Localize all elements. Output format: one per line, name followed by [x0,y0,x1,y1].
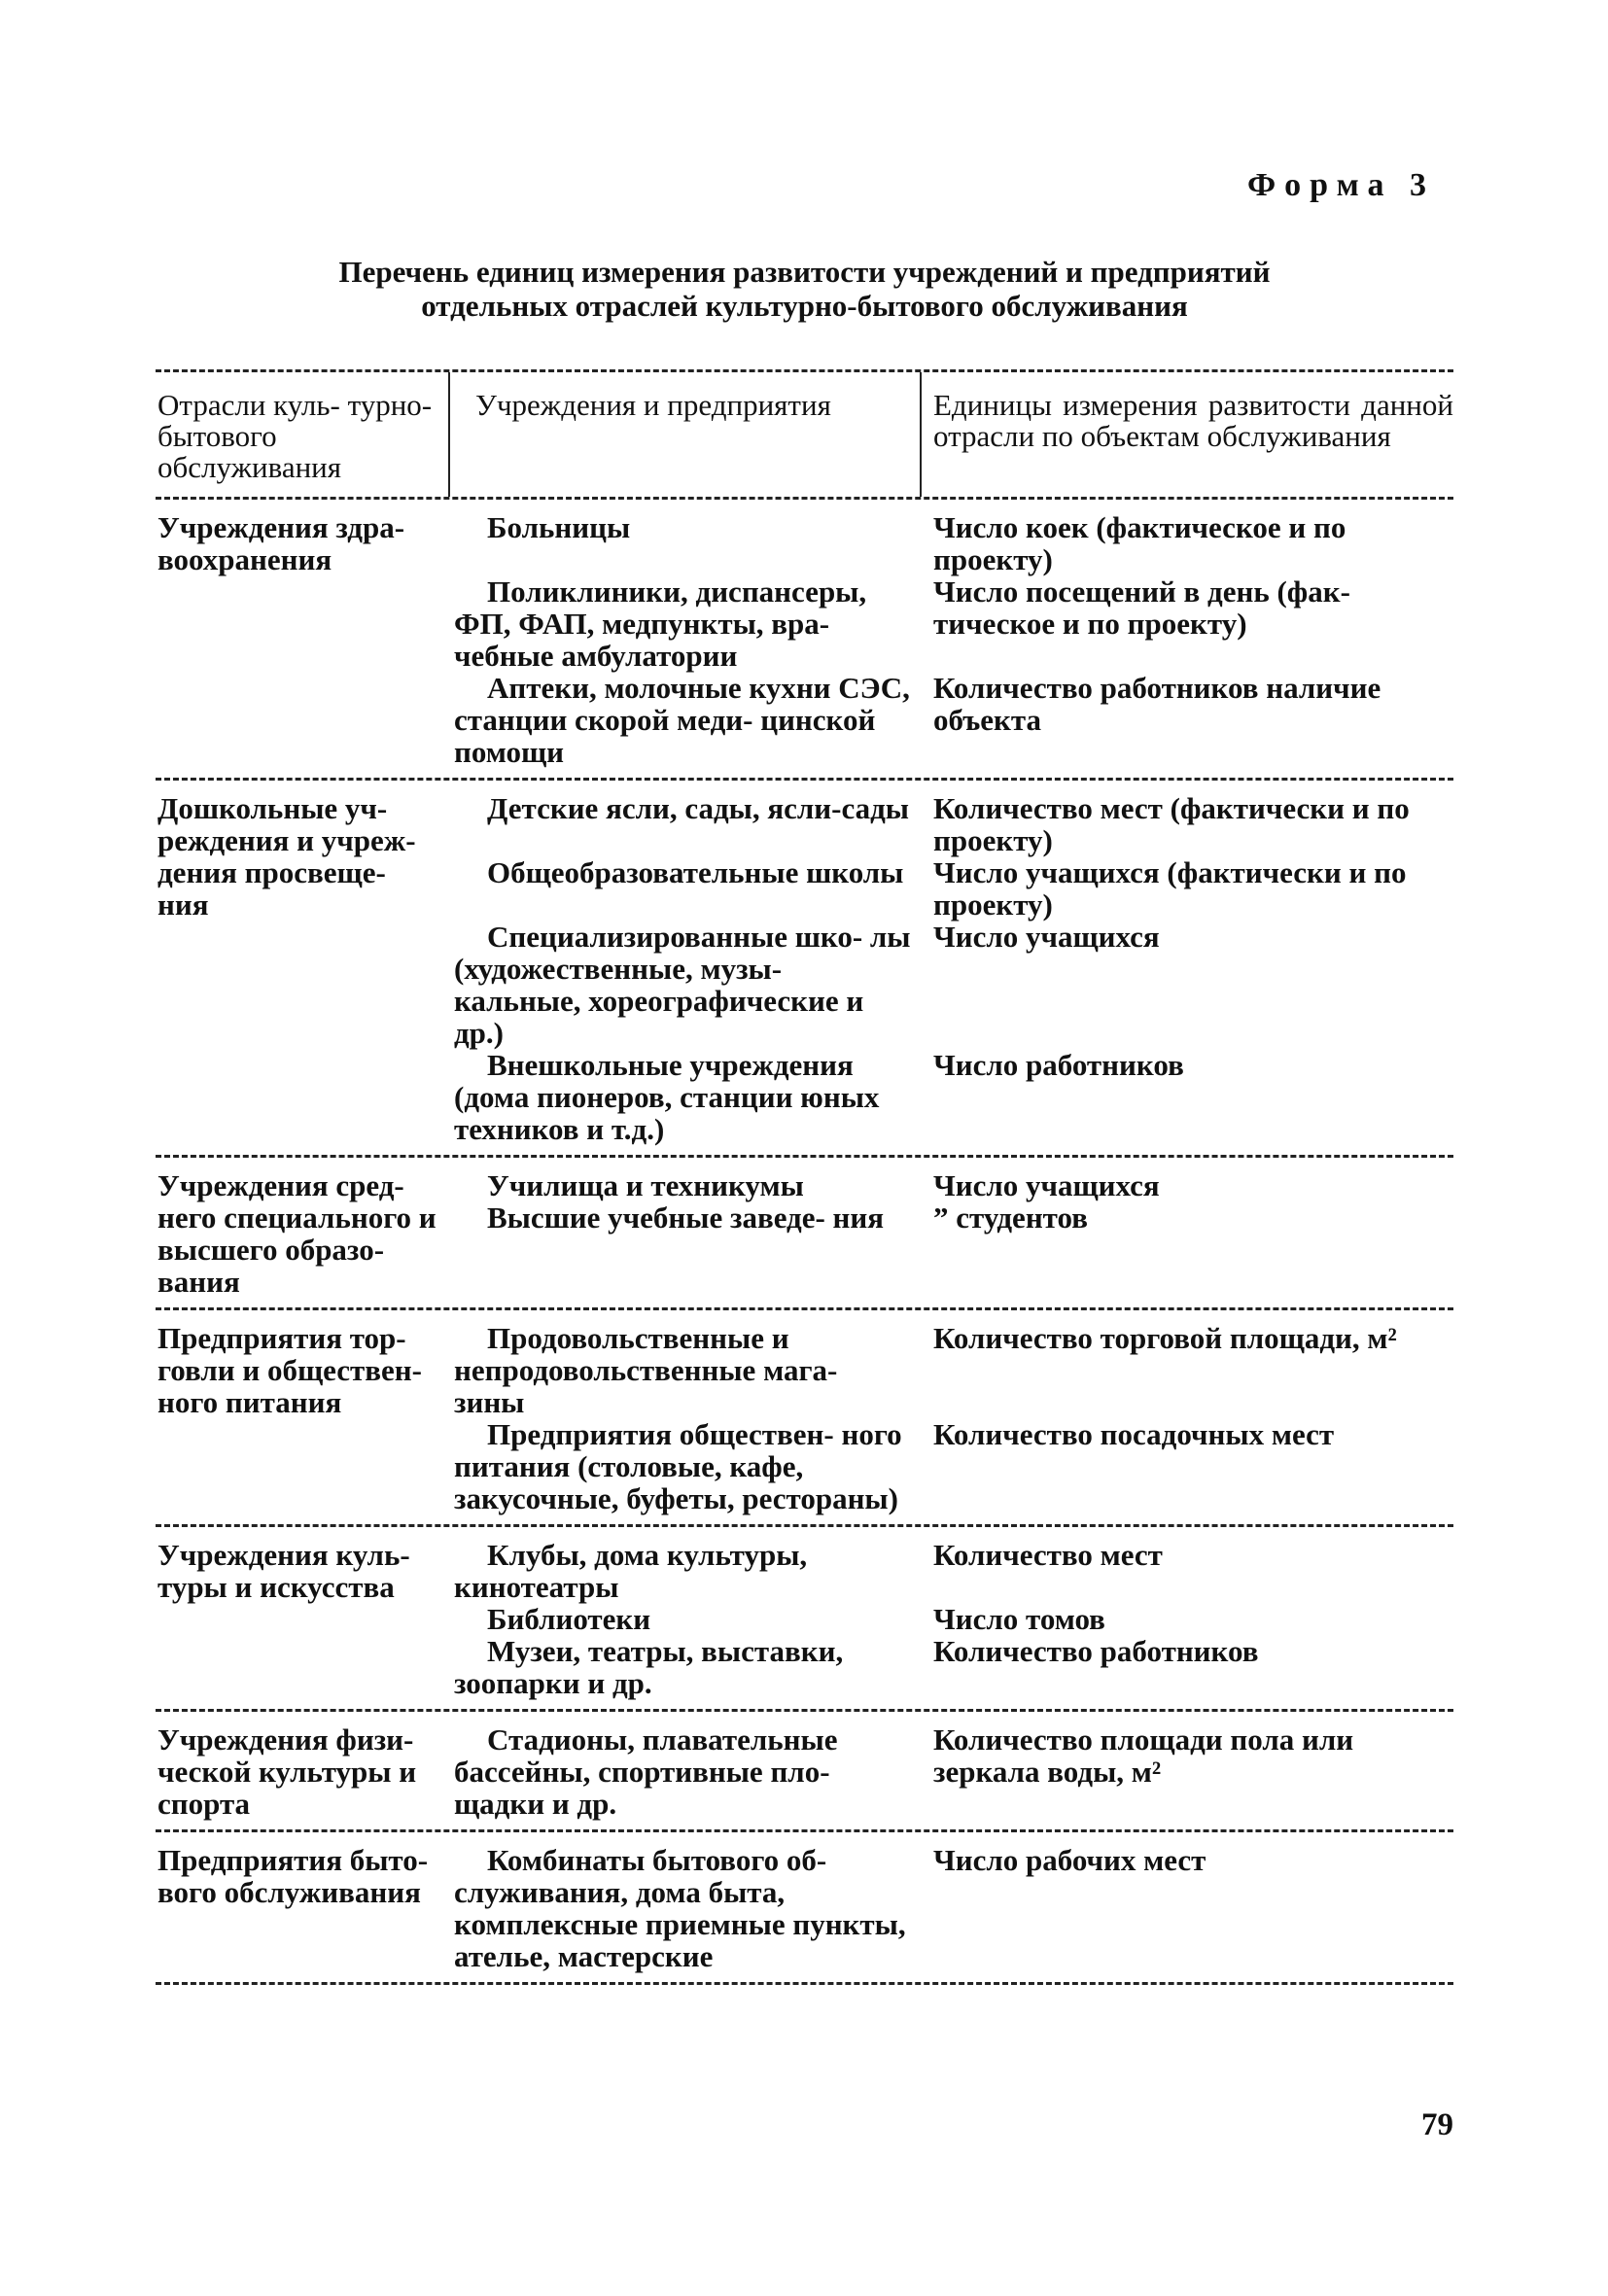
table-row [450,1635,1453,1699]
table-row [450,1539,1453,1603]
unit-cell: Число посещений в день (фак- тическое и по проекту) [933,574,1350,641]
institution-cell [450,921,922,1049]
table-section [156,1712,1453,1829]
table-row [450,672,1453,768]
unit-cell: Число учащихся [933,920,1160,954]
sector-name: Учреждения здра- воохранения [157,510,405,576]
sector-name: Учреждения куль- туры и искусства [157,1538,410,1604]
unit-cell: Количество мест (фактически и по проекту) [933,791,1410,857]
unit-cell: Количество работников наличие объекта [933,671,1381,737]
sector-name: Предприятия быто- вого обслуживания [157,1843,429,1909]
table-section [156,1158,1453,1307]
table-row [450,856,1453,921]
table-row [450,1169,1453,1201]
sector-name: Предприятия тор- говли и обществен- ного питания [157,1321,422,1419]
table-divider [156,1982,1453,1985]
section-items [450,1169,1453,1298]
section-items [450,1539,1453,1699]
institution-cell [450,1322,922,1418]
institution-text: Предприятия обществен- ного питания (столовые, кафе, закусочные, буфеты, рестораны) [454,1417,902,1515]
institution-text: Детские ясли, сады, ясли-сады [487,791,909,825]
table-section [156,1310,1453,1524]
table-section [156,500,1453,778]
table-section [156,1527,1453,1709]
unit-cell: Количество посадочных мест [933,1417,1335,1451]
sector-name: Дошкольные уч- реждения и учреж- дения просвеще- ния [157,791,416,922]
header-institutions: Учреждения и предприятия [450,372,922,497]
institution-cell [450,856,922,921]
institution-text: Училища и техникумы [487,1168,804,1202]
institution-cell [450,1635,922,1699]
section-items [450,1844,1453,1972]
institution-cell [450,511,922,575]
section-items [450,1723,1453,1820]
table-row [450,511,1453,575]
table-row [450,1322,1453,1418]
header-sector: Отрасли куль- турно-бытового обслуживания [156,372,450,497]
institution-text: Аптеки, молочные кухни СЭС, станции скорой меди- цинской помощи [454,671,910,769]
institution-text: Комбинаты бытового об- служивания, дома быта, комплексные приемные пункты, ателье, мастерские [454,1843,906,1973]
section-items [450,792,1453,1145]
institution-text: Музеи, театры, выставки, зоопарки и др. [454,1634,844,1700]
institution-text: Стадионы, плавательные бассейны, спортивные пло- щадки и др. [454,1722,838,1821]
institution-cell [450,1603,922,1635]
institution-text: Специализированные шко- лы (художественные, музы- кальные, хореографические и др.) [454,920,911,1050]
institution-cell [450,1418,922,1514]
table-row [450,1201,1453,1234]
unit-cell: Число учащихся (фактически и по проекту) [933,855,1407,922]
institution-text: Продовольственные и непродовольственные мага- зины [454,1321,838,1419]
unit-cell: Число учащихся [933,1168,1160,1202]
table-row [450,1418,1453,1514]
institution-cell [450,1844,922,1972]
institution-text: Поликлиники, диспансеры, ФП, ФАП, медпункты, вра- чебные амбулатории [454,574,867,673]
institution-cell [450,575,922,672]
unit-cell: Число коек (фактическое и по проекту) [933,510,1346,576]
institution-cell [450,1723,922,1820]
table-section [156,1832,1453,1982]
section-items [450,1322,1453,1514]
section-items [450,511,1453,768]
units-table [156,369,1453,1985]
document-title [156,255,1453,323]
institution-cell [450,1169,922,1201]
unit-cell: Число работников [933,1048,1184,1082]
institution-cell [450,792,922,856]
table-row [450,1723,1453,1820]
table-section [156,781,1453,1155]
unit-cell: Число рабочих мест [933,1843,1206,1877]
table-row [450,921,1453,1049]
institution-cell [450,1539,922,1603]
institution-text: Высшие учебные заведе- ния [487,1200,885,1235]
institution-cell [450,672,922,768]
unit-cell: Количество мест [933,1538,1163,1572]
unit-cell: Число томов [933,1602,1105,1636]
table-row [450,1603,1453,1635]
table-row [450,792,1453,856]
institution-text: Внешкольные учреждения (дома пионеров, станции юных техников и т.д.) [454,1048,880,1146]
table-header [156,372,1453,497]
institution-text: Клубы, дома культуры, кинотеатры [454,1538,808,1604]
unit-cell: Количество торговой площади, м² [933,1321,1397,1355]
header-units: Единицы измерения развитости данной отрасли по объектам обслуживания [933,388,1453,453]
page-number: 79 [1421,2107,1453,2142]
institution-cell [450,1049,922,1145]
table-body [156,500,1453,1985]
form-label: Форма 3 [1246,167,1435,203]
institution-text: Больницы [487,510,631,544]
table-row [450,1844,1453,1972]
sector-name: Учреждения сред- него специального и высшего образо- вания [157,1168,437,1299]
institution-text: Общеобразовательные школы [487,855,904,889]
institution-cell [450,1201,922,1234]
title-line-2: отдельных отраслей культурно-бытового обслуживания [421,289,1188,323]
unit-cell: ” студентов [933,1200,1088,1235]
table-row [450,575,1453,672]
unit-cell: Количество работников [933,1634,1259,1668]
unit-cell: Количество площади пола или зеркала воды, м² [933,1722,1354,1789]
institution-text: Библиотеки [487,1602,651,1636]
table-row [450,1049,1453,1145]
sector-name: Учреждения физи- ческой культуры и спорта [157,1722,417,1821]
title-line-1: Перечень единиц измерения развитости учреждений и предприятий [338,255,1271,289]
